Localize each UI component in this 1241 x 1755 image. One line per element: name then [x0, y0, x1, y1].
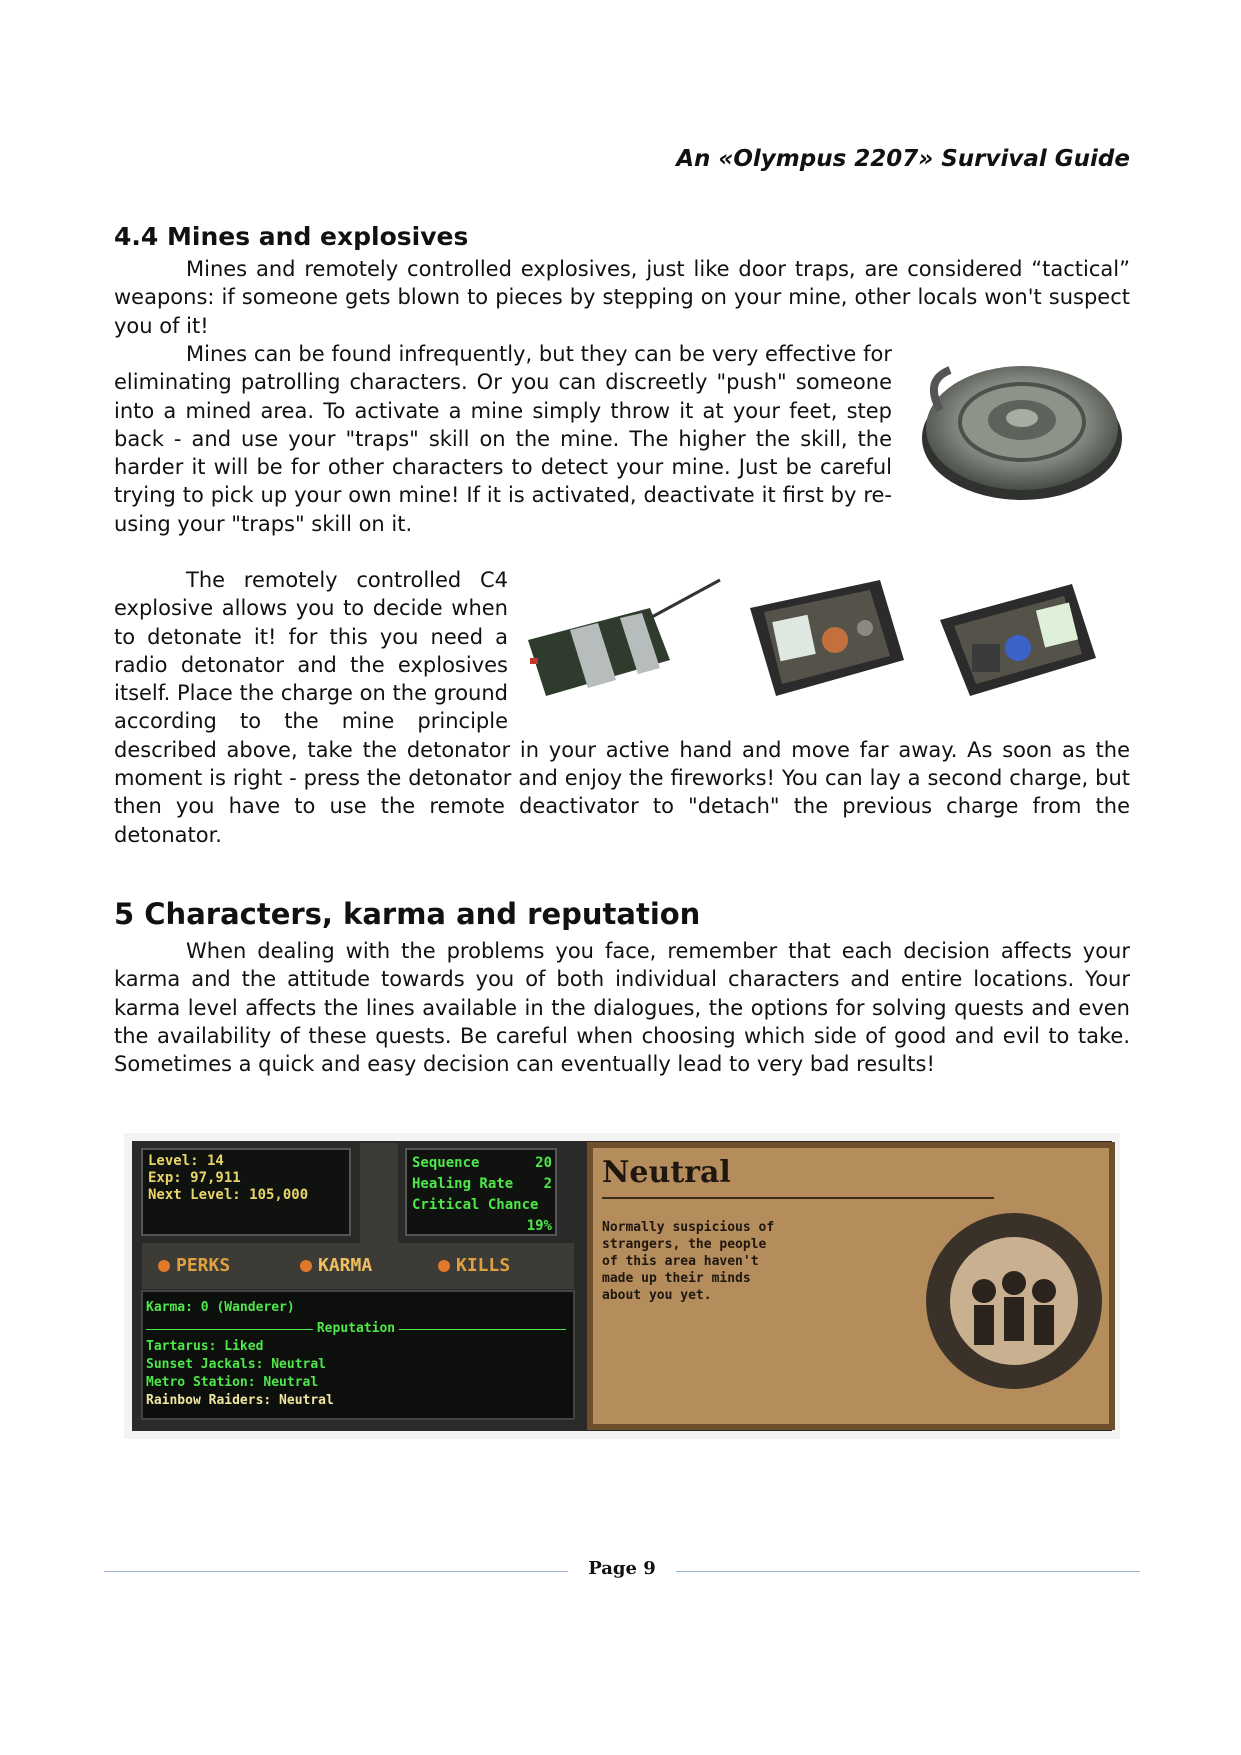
game-level: Level: 14: [148, 1153, 224, 1169]
section-4-4-paragraph-3: The remotely controlled C4 explosive allows you to decide when to detonate it! for this you need a radio detonator and the explosives itself. Place the charge on the ground according to the mine principle described above, take the detonator in your active hand and move far away. As soon as the moment is right - press the detonator and enjoy the fireworks! You can lay a second charge, but then you have to use the remote deactivator to "detach" the previous charge from the detonator.: [114, 568, 1130, 847]
landmine-image: [910, 340, 1130, 510]
game-exp: Exp: 97,911: [148, 1170, 241, 1186]
section-4-4-paragraph-1: Mines and remotely controlled explosives, just like door traps, are considered “tactical” weapons: if someone gets blown to pieces by stepping on your mine, other locals won't suspect you of it!: [114, 257, 1130, 338]
character-screen-screenshot: [124, 1133, 1120, 1439]
reputation-item: Tartarus: Liked: [146, 1339, 264, 1354]
running-header: An «Olympus 2207» Survival Guide: [676, 146, 1130, 172]
stat-critical-chance: Critical Chance 19%: [412, 1197, 552, 1234]
reputation-item: Metro Station: Neutral: [146, 1375, 319, 1390]
karma-panel-title: Neutral: [602, 1155, 731, 1190]
reputation-divider: Reputation: [146, 1320, 566, 1330]
karma-panel-description: Normally suspicious of strangers, the people of this area haven't made up their minds about you yet.: [602, 1220, 775, 1303]
section-5-heading: 5 Characters, karma and reputation: [114, 897, 701, 931]
detonator-icon: [750, 580, 904, 696]
tab-karma[interactable]: KARMA: [318, 1255, 373, 1276]
page-number: Page 9: [588, 1558, 656, 1579]
tab-kills[interactable]: KILLS: [456, 1255, 511, 1276]
page-footer: [0, 1556, 1241, 1586]
section-5-paragraph-1: When dealing with the problems you face, remember that each decision affects your karma and the attitude towards you of both individual characters and entire locations. Your karma level affects the lines available in the dialogues, the options for solving quests and even the availability of these quests. Be careful when choosing which side of good and evil to take. Sometimes a quick and easy decision can eventually lead to very bad results!: [114, 939, 1130, 1077]
game-next-level: Next Level: 105,000: [148, 1187, 309, 1203]
tab-perks[interactable]: PERKS: [176, 1255, 231, 1276]
c4-and-detonators-image: [520, 568, 1130, 708]
reputation-item: Rainbow Raiders: Neutral: [146, 1393, 334, 1408]
footer-rule-left: [104, 1571, 568, 1572]
section-4-4-heading: 4.4 Mines and explosives: [114, 222, 469, 251]
stat-healing-rate: Healing Rate 2: [412, 1176, 552, 1192]
reputation-item: Sunset Jackals: Neutral: [146, 1357, 327, 1372]
karma-value: Karma: 0 (Wanderer): [146, 1300, 295, 1315]
c4-charge-icon: [528, 580, 720, 696]
stat-sequence: Sequence 20: [412, 1155, 552, 1171]
section-4-4-paragraph-2: Mines can be found infrequently, but they can be very effective for eliminating patrolling characters. Or you can discreetly "push" someone into a mined area. To activate a mine simply throw it at your feet, step back - and use your "traps" skill on the mine. The higher the skill, the harder it will be for other characters to detect your mine. Just be careful trying to pick up your own mine! If it is activated, deactivate it first by re-using your "traps" skill on it.: [114, 342, 892, 536]
remote-deactivator-icon: [940, 584, 1096, 696]
footer-rule-right: [676, 1571, 1140, 1572]
